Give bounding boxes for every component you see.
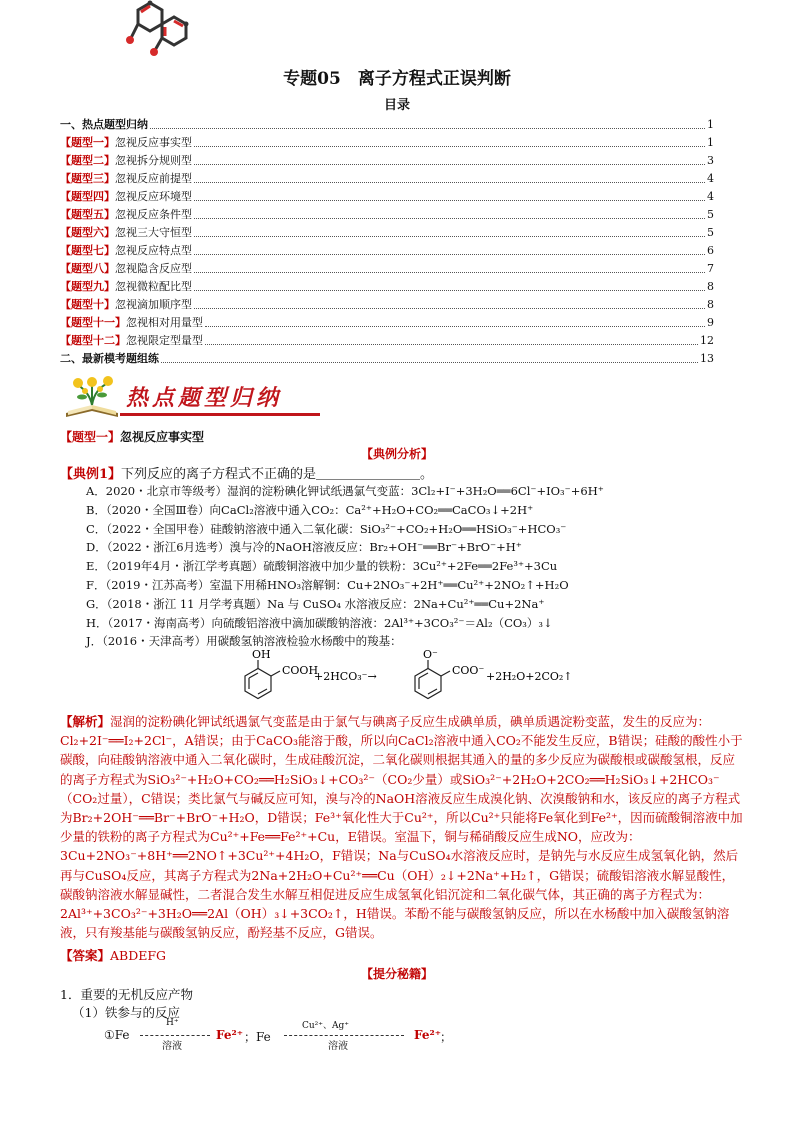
toc-text: 忽视反应环境型 <box>115 190 192 203</box>
question-options <box>86 482 746 651</box>
toc-heading: 目录 <box>383 98 410 113</box>
toc-page-number: 6 <box>707 244 714 257</box>
toc-row[interactable] <box>60 332 714 350</box>
toc-row[interactable] <box>60 116 714 134</box>
toc-row[interactable] <box>60 242 714 260</box>
answer-text: ABDEFG <box>110 948 167 963</box>
molecule-logo-icon <box>124 0 194 62</box>
toc-leader <box>194 145 705 147</box>
toc-page-number: 13 <box>700 352 714 365</box>
section-tag: 【题型一】 <box>60 430 121 444</box>
toc-tag: 【题型八】 <box>60 262 115 275</box>
toc-row[interactable] <box>60 152 714 170</box>
section-heading <box>60 428 204 445</box>
toc-label <box>60 278 192 296</box>
section-banner <box>60 373 320 423</box>
toc-text: 忽视反应前提型 <box>115 172 192 185</box>
section-text: 忽视反应事实型 <box>120 430 205 444</box>
toc-label <box>60 350 159 368</box>
toc-tag: 【题型十】 <box>60 298 115 311</box>
table-of-contents <box>60 116 714 368</box>
toc-page-number: 4 <box>707 190 714 203</box>
question-stem <box>60 463 433 482</box>
question-tag: 【典例1】 <box>60 467 122 482</box>
toc-label <box>60 188 192 206</box>
toc-tag: 【题型十二】 <box>60 334 126 347</box>
toc-leader <box>194 253 705 255</box>
eq-right-coo: COO⁻ <box>452 664 485 677</box>
option-item: C．（2022・全国甲卷）硅酸钠溶液中通入二氧化碳：SiO₃²⁻+CO₂+H₂O══HSiO₃⁻+HCO₃⁻ <box>86 521 567 536</box>
example-heading: 【典例分析】 <box>360 447 433 461</box>
toc-page-number: 4 <box>707 172 714 185</box>
toc-label <box>60 332 203 350</box>
toc-text: 忽视反应事实型 <box>115 136 192 149</box>
toc-text: 忽视滴加顺序型 <box>115 298 192 311</box>
toc-label <box>60 170 192 188</box>
toc-row[interactable] <box>60 350 714 368</box>
option-item: B．（2020・全国Ⅲ卷）向CaCl₂溶液中通入CO₂：Ca²⁺+H₂O+CO₂══CaCO₃↓+2H⁺ <box>86 502 534 517</box>
toc-tag: 【题型一】 <box>60 136 115 149</box>
toc-leader <box>194 235 705 237</box>
eq-right-o: O⁻ <box>423 648 438 661</box>
toc-text: 忽视微粒配比型 <box>115 280 192 293</box>
toc-text: 一、热点题型归纳 <box>60 118 148 131</box>
toc-leader <box>194 307 705 309</box>
banner-title: 热点题型归纳 <box>126 386 283 411</box>
tips-sub-1: （1）铁参与的反应 <box>72 1005 180 1020</box>
fe-below-1: 溶液 <box>162 1041 182 1052</box>
toc-leader <box>161 361 698 363</box>
toc-leader <box>205 343 698 345</box>
explanation-tag: 【解析】 <box>60 714 111 729</box>
toc-leader <box>205 325 705 327</box>
toc-page-number: 1 <box>707 136 714 149</box>
toc-text: 忽视隐含反应型 <box>115 262 192 275</box>
tips-heading: 【提分秘籍】 <box>360 967 433 981</box>
explanation-text: 湿润的淀粉碘化钾试纸遇氯气变蓝是由于氯气与碘离子反应生成碘单质，碘单质遇淀粉变蓝，发生的反应为：Cl₂+2I⁻══I₂+2Cl⁻，A错误；由于CaCO₃能溶于酸，所以向CaCl₂溶液中通入CO₂不能发生反应，B错误；硅酸的酸性小于碳酸，向硅酸钠溶液中通入二氧化碳时，生成硅酸沉淀，二氧化碳则根据其通入的量的多少反应为碳酸根或碳酸氢根，反应的离子方程式为SiO₃²⁻+H₂O+CO₂══H₂SiO₃↓+CO₃²⁻（CO₂少量）或SiO₃²⁻+2H₂O+2CO₂══H₂SiO₃↓+2HCO₃⁻（CO₂过量），C错误；类比氯气与碱反应可知，溴与冷的NaOH溶液反应生成溴化钠、次溴酸钠和水，该反应的离子方程式为Br₂+2OH⁻══Br⁻+BrO⁻+H₂O，D错误；Fe³⁺氧化性大于Cu²⁺，所以Cu²⁺只能将Fe氧化到Fe²⁺，因而硫酸铜溶液中加少量的铁粉的离子方程式为Cu²⁺+Fe══Fe²⁺+Cu，E错误。室温下，铜与稀硝酸反应生成NO，应改为：3Cu+2NO₃⁻+8H⁺══2NO↑+3Cu²⁺+4H₂O，F错误；Na与CuSO₄水溶液反应时，是钠先与水反应生成氢氧化钠，然后再与CuSO₄反应，其离子方程式为2Na+2H₂O+Cu²⁺══Cu（OH）₂↓+2Na⁺+H₂↑，G错误；硫酸铝溶液水解显酸性，碳酸钠溶液水解显碱性，二者混合发生水解互相促进反应生成氢氧化铝沉淀和二氧化碳气体，其正确的离子方程式为：2Al³⁺+3CO₃²⁻+3H₂O══2Al（OH）₃↓+3CO₂↑，H错误。苯酚不能与碳酸氢钠反应，所以在水杨酸中加入碳酸氢钠溶液，只有羧基能与碳酸氢钠反应，酚羟基不反应，G错误。 <box>60 714 743 941</box>
toc-text: 忽视三大守恒型 <box>115 226 192 239</box>
toc-leader <box>194 199 705 201</box>
toc-tag: 【题型二】 <box>60 154 115 167</box>
toc-page-number: 12 <box>700 334 714 347</box>
toc-page-number: 8 <box>707 298 714 311</box>
toc-label <box>60 206 192 224</box>
toc-tag: 【题型六】 <box>60 226 115 239</box>
toc-text: 忽视反应条件型 <box>115 208 192 221</box>
fe-sep: ；Fe <box>244 1030 271 1044</box>
toc-leader <box>194 181 705 183</box>
toc-tag: 【题型五】 <box>60 208 115 221</box>
toc-label <box>60 242 192 260</box>
toc-row[interactable] <box>60 278 714 296</box>
toc-page-number: 5 <box>707 226 714 239</box>
toc-text: 忽视相对用量型 <box>126 316 203 329</box>
toc-tag: 【题型九】 <box>60 280 115 293</box>
toc-row[interactable] <box>60 134 714 152</box>
toc-page-number: 1 <box>707 118 714 131</box>
toc-leader <box>194 217 705 219</box>
option-item: H．（2017・海南高考）向硫酸铝溶液中滴加碳酸钠溶液：2Al³⁺+3CO₃²⁻＝Al₂（CO₃）₃↓ <box>86 615 553 630</box>
toc-page-number: 7 <box>707 262 714 275</box>
option-item: G．（2018・浙江 11 月学考真题）Na 与 CuSO₄ 水溶液反应：2Na+Cu²⁺══Cu+2Na⁺ <box>86 596 545 611</box>
fe-below-2: 溶液 <box>328 1041 348 1052</box>
toc-tag: 【题型七】 <box>60 244 115 257</box>
explanation <box>60 712 746 942</box>
toc-leader <box>150 127 705 129</box>
toc-text: 忽视反应特点型 <box>115 244 192 257</box>
toc-page-number: 8 <box>707 280 714 293</box>
toc-row[interactable] <box>60 314 714 332</box>
toc-tag: 【题型三】 <box>60 172 115 185</box>
eq-reagent: +2HCO₃⁻→ <box>314 670 377 683</box>
option-item: E．（2019年4月・浙江学考真题）硫酸铜溶液中加少量的铁粉：3Cu²⁺+2Fe══2Fe³⁺+3Cu <box>86 559 558 574</box>
option-item: F．（2019・江苏高考）室温下用稀HNO₃溶解铜：Cu+2NO₃⁻+2H⁺══Cu²⁺+2NO₂↑+H₂O <box>86 577 569 592</box>
toc-text: 忽视限定型量型 <box>126 334 203 347</box>
toc-label <box>60 296 192 314</box>
eq-left-cooh: COOH <box>282 664 319 677</box>
book-plant-icon <box>60 373 124 421</box>
toc-row[interactable] <box>60 260 714 278</box>
salicylic-reaction-diagram <box>230 646 590 708</box>
toc-tag: 【题型十一】 <box>60 316 126 329</box>
toc-tag: 【题型四】 <box>60 190 115 203</box>
toc-label <box>60 152 192 170</box>
question-text: 下列反应的离子方程式不正确的是＿＿＿＿＿＿＿＿。 <box>121 467 434 482</box>
toc-label <box>60 224 192 242</box>
toc-row[interactable] <box>60 206 714 224</box>
toc-row[interactable] <box>60 296 714 314</box>
toc-leader <box>194 289 705 291</box>
fe-product-2: Fe²⁺ <box>414 1028 442 1042</box>
fe-above-2: Cu²⁺、Ag⁺ <box>302 1021 350 1031</box>
option-item: A．2020・北京市等级考）湿润的淀粉碘化钾试纸遇氯气变蓝：3Cl₂+I⁻+3H₂O══6Cl⁻+IO₃⁻+6H⁺ <box>86 484 604 498</box>
banner-underline <box>120 413 320 416</box>
toc-text: 忽视拆分规则型 <box>115 154 192 167</box>
toc-page-number: 3 <box>707 154 714 167</box>
option-item: D．（2022・浙江6月选考）溴与冷的NaOH溶液反应：Br₂+OH⁻══Br⁻+BrO⁻+H⁺ <box>86 540 522 555</box>
answer-tag: 【答案】 <box>60 948 111 963</box>
option-item: J．（2016・天津高考）用碳酸氢钠溶液检验水杨酸中的羧基： <box>86 634 402 649</box>
toc-label <box>60 260 192 278</box>
eq-left-oh: OH <box>252 648 271 661</box>
page-title: 专题05 离子方程式正误判断 <box>283 69 511 89</box>
toc-text: 二、最新模考题组练 <box>60 352 159 365</box>
toc-row[interactable] <box>60 170 714 188</box>
toc-page-number: 9 <box>707 316 714 329</box>
fe-end: ； <box>440 1030 453 1044</box>
fe-above-1: H⁺ <box>166 1018 179 1028</box>
answer <box>60 946 166 964</box>
fe-num: ①Fe <box>104 1028 130 1042</box>
fe-product-1: Fe²⁺ <box>216 1028 244 1042</box>
toc-leader <box>194 163 705 165</box>
toc-label <box>60 134 192 152</box>
eq-products: +2H₂O+2CO₂↑ <box>486 670 573 683</box>
toc-row[interactable] <box>60 224 714 242</box>
tips-point-1: 1．重要的无机反应产物 <box>60 987 193 1002</box>
toc-page-number: 5 <box>707 208 714 221</box>
toc-row[interactable] <box>60 188 714 206</box>
fe-reaction-line <box>104 1018 504 1052</box>
toc-label <box>60 116 148 134</box>
toc-leader <box>194 271 705 273</box>
toc-label <box>60 314 203 332</box>
